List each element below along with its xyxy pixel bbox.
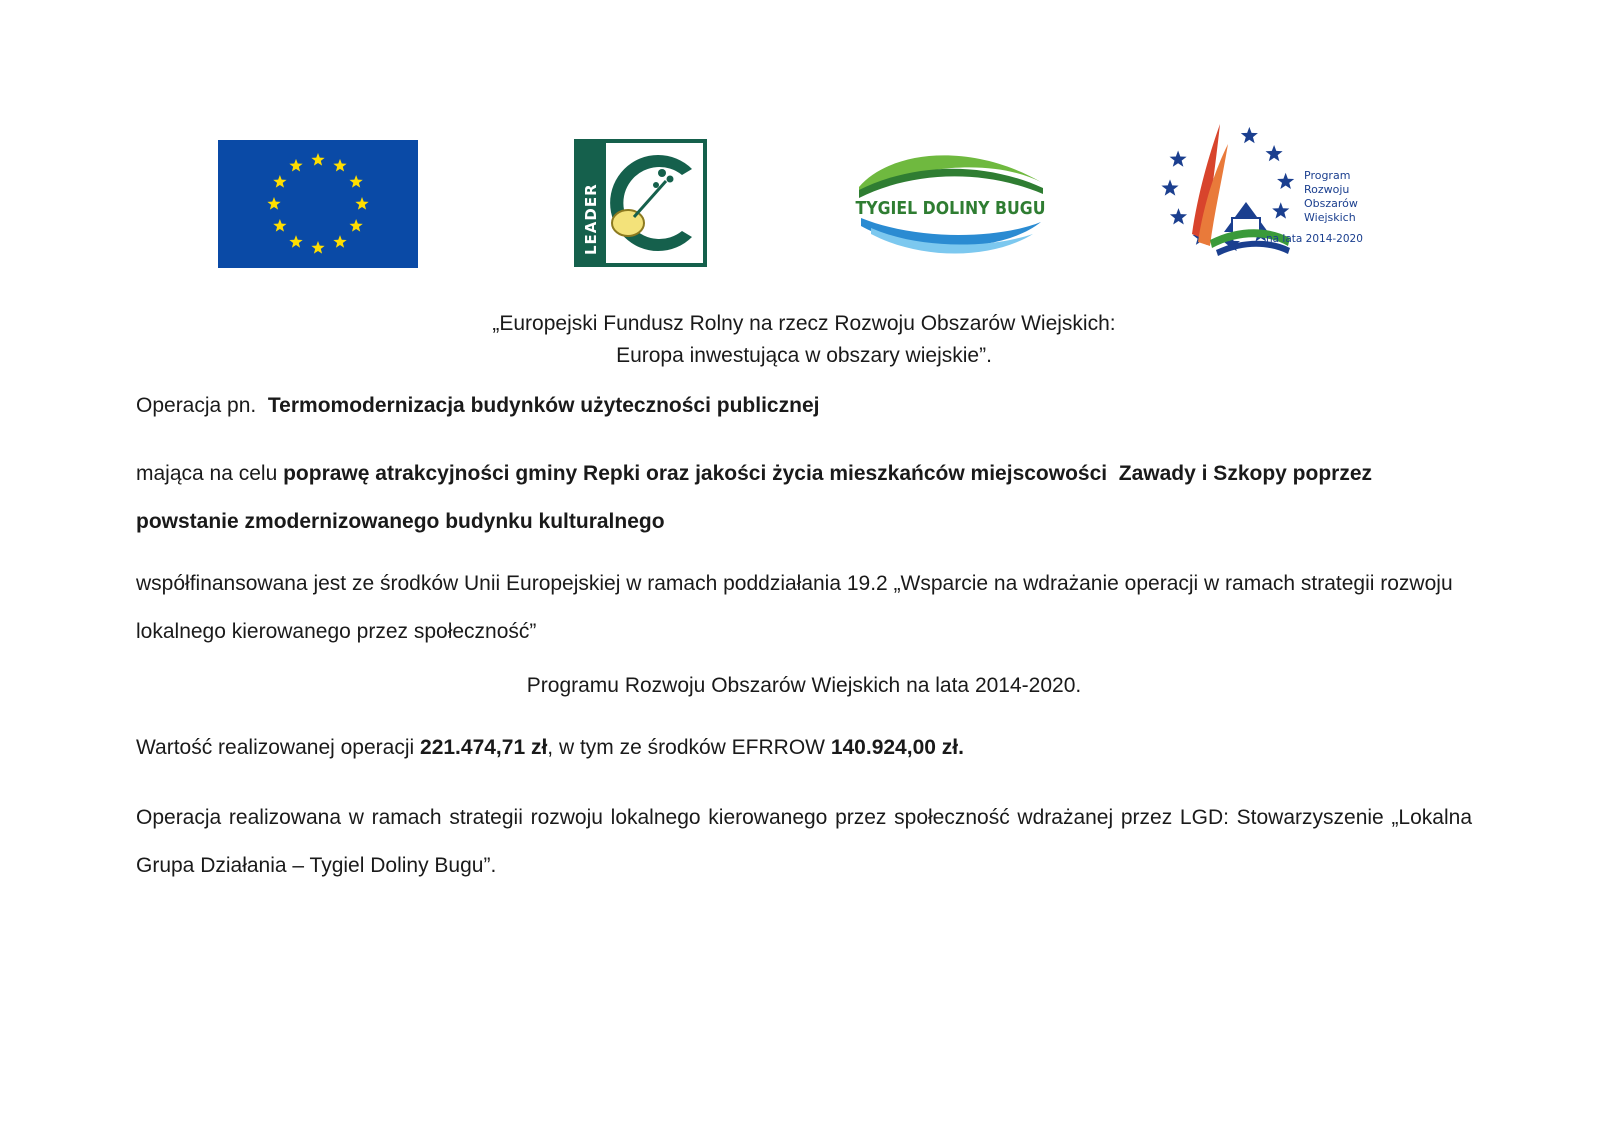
tygiel-doliny-bugu-logo — [851, 142, 1050, 264]
prow-star — [1241, 127, 1258, 143]
prow-line-3: Obszarów — [1304, 197, 1358, 210]
prow-line-2: Rozwoju — [1304, 183, 1350, 196]
motto-line-2: Europa inwestująca w obszary wiejskie”. — [616, 344, 992, 367]
prow-star — [1272, 202, 1289, 218]
value-prefix: Wartość realizowanej operacji — [136, 736, 421, 759]
prow-star — [1161, 179, 1178, 195]
operation-prefix: Operacja pn. — [136, 394, 268, 417]
value-efrrow: 140.924,00 zł. — [830, 736, 964, 759]
value-total: 221.474,71 zł — [420, 736, 548, 759]
motto-line-1: „Europejski Fundusz Rolny na rzecz Rozwoju Obszarów Wiejskich: — [492, 312, 1116, 335]
goal-prefix: mająca na celu — [136, 462, 284, 485]
operation-name-paragraph — [136, 390, 1472, 422]
leader-logo — [574, 139, 707, 267]
programme-line: Programu Rozwoju Obszarów Wiejskich na lata 2014-2020. — [526, 674, 1082, 697]
prow-line-4: Wiejskich — [1304, 211, 1356, 224]
prow-star — [1277, 173, 1294, 189]
fund-motto — [136, 308, 1472, 372]
funding-paragraph: współfinansowana jest ze środków Unii Europejskiej w ramach poddziałania 19.2 „Wsparcie na wdrażanie operacji w ramach strategii rozwoju lokalnego kierowanego przez społeczność” — [136, 572, 1453, 643]
value-paragraph — [136, 732, 1472, 764]
prow-star — [1170, 150, 1187, 166]
leader-text: LEADER — [582, 183, 600, 255]
operation-name: Termomodernizacja budynków użyteczności publicznej — [267, 394, 820, 417]
goal-text: poprawę atrakcyjności gminy Repki oraz jakości życia mieszkańców miejscowości Zawady i Szkopy poprzez powstanie zmodernizowanego budynku kulturalnego — [136, 462, 1378, 533]
announcement-text — [136, 308, 1472, 890]
prow-years: na lata 2014-2020 — [1266, 233, 1363, 245]
logo-bar — [0, 120, 1602, 270]
eu-flag-logo — [218, 140, 418, 268]
goal-paragraph — [136, 450, 1472, 546]
prow-star — [1170, 208, 1187, 224]
prow-star — [1266, 145, 1283, 161]
prow-line-1: Program — [1304, 169, 1351, 182]
value-middle: , w tym ze środków EFRROW — [547, 736, 831, 759]
prow-logo — [1158, 122, 1378, 257]
tdb-text: TYGIEL DOLINY BUGU — [855, 198, 1046, 219]
implementation-paragraph: Operacja realizowana w ramach strategii rozwoju lokalnego kierowanego przez społeczność wdrażanej przez LGD: Stowarzyszenie „Lokalna Grupa Działania – Tygiel Doliny Bugu”. — [136, 806, 1472, 877]
